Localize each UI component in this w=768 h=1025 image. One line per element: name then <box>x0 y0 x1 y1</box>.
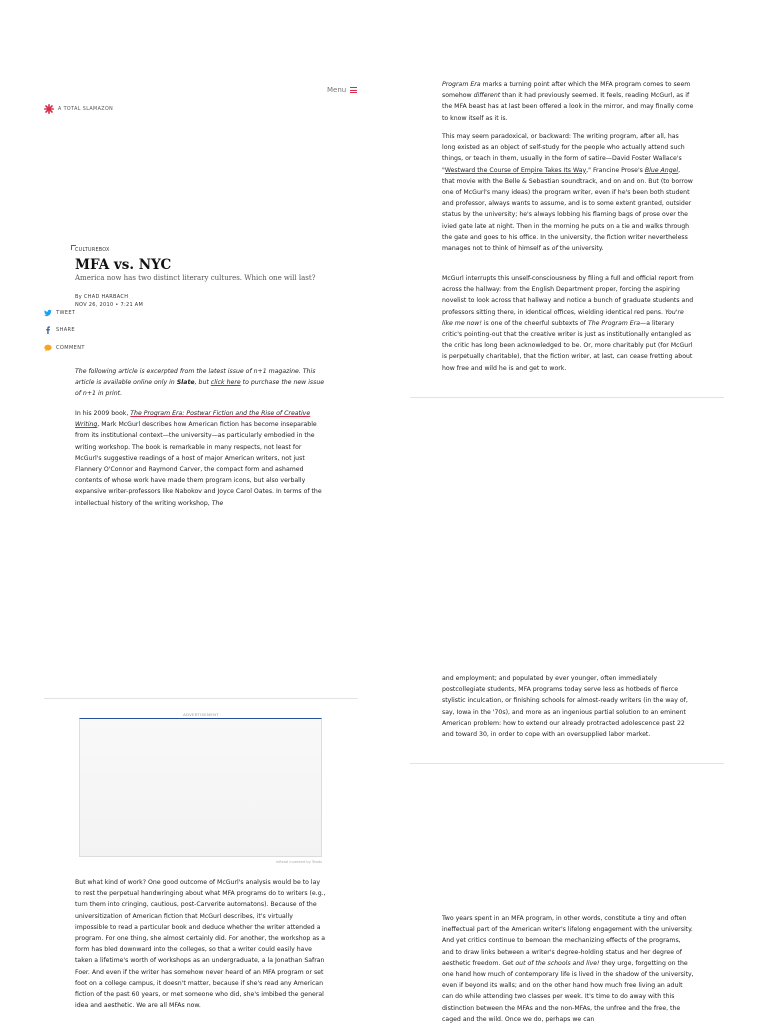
r2-text-4: the university. <box>557 245 604 253</box>
intro-text-2: , but <box>194 379 211 387</box>
intro-text-1: The following article is excerpted from the latest issue of n+1 magazine. This article is available online only in <box>75 368 316 387</box>
article-title: MFA vs. NYC <box>75 257 172 273</box>
right-paragraph-3 <box>442 273 694 374</box>
intro-text-3: to purchase the new issue of n+1 in print. <box>75 379 325 398</box>
twitter-icon <box>44 309 52 317</box>
ad-credit[interactable]: inRead invented by Teads <box>275 860 322 864</box>
blue-angel-link[interactable]: Blue Angel <box>644 166 679 174</box>
divider <box>410 763 724 764</box>
right-paragraph-2 <box>442 131 694 254</box>
paragraph-1 <box>75 408 327 509</box>
r3-em-1: You're like me now! <box>442 308 684 327</box>
publish-date: NOV 26, 2010 • 7:21 AM <box>75 301 144 308</box>
comment-button[interactable] <box>44 344 85 352</box>
r1-text-2: than it had previously seemed. It feels, reading McGurl, as if the MFA beast has at last been offered a look in the mirror, and may finally come to know itself as it is. <box>442 92 694 122</box>
comment-icon <box>44 344 52 352</box>
r1-text-1: marks a turning point after which the MFA program comes to seem somehow <box>442 81 691 100</box>
p1-text-2: , Mark McGurl describes how American fiction has become inseparable from its institutional context—the university—as particularly embodied in the writing workshop. The book is remarkable in many respects, not least for McGurl's suggestive readings of a host of major American writers, not just Flannery O'Connor and Raymond Carver, the compact form and ashamed contents of whose work have made them program icons, but also verbally expansive writer-professors like Nabokov and Joyce Carol Oates. In terms of the intellectual history of the writing workshop, <box>75 421 322 507</box>
r1-em-1: Program Era <box>442 81 481 88</box>
tweet-label: TWEET <box>56 310 76 316</box>
facebook-icon <box>44 326 52 334</box>
byline-prefix: By <box>75 294 84 300</box>
r3-em-2: The Program Era <box>587 319 640 327</box>
brand-logo[interactable] <box>44 104 113 114</box>
slate-text: Slate <box>176 379 195 387</box>
right-paragraph-4: and employment; and populated by ever younger, often immediately postcollegiate students, MFA programs today serve less as hotbeds of fierce stylistic inculcation, or finishing schools for almost-ready writers (in the way of, say, Iowa in the '70s), and more as an ingenious partial solution to an eminent American problem: how to extend our already protracted adolescence past 22 and toward 30, in order to cope with an oversupplied labor market. <box>442 675 688 739</box>
kicker-mark <box>71 245 76 250</box>
menu-label: Menu <box>327 86 347 94</box>
r2-text-3: , that movie with the Belle & Sebastian soundtrack, and on and on. But (to borrow one of McGurl's many ideas) the program writer, even if he's been both student and professor, always wants to assume, and is to some extent granted, outsider status by the university; he's always lobbing his flaming bags of prose over the ivied gate late at night. Then in the morning he puts on a tie and walks through the gate and goes to his office. In the university, the fiction writer nevertheless manages not to think of himself as <box>442 166 693 253</box>
share-label: SHARE <box>56 327 75 333</box>
right-paragraph-5 <box>442 913 694 1025</box>
article-dek: America now has two distinct literary cultures. Which one will last? <box>75 274 316 282</box>
r2-em: of <box>551 245 558 253</box>
right-paragraph-1 <box>442 79 694 124</box>
r3-text-3: —a literary critic's pointing-out that the creative writer is just as institutionally entangled as the critic has long been acknowledged to be. Or, more charitably put (for McGurl is perpetually charitable), that the fiction writer, at last, can cease fretting about how free and wild he is and get to work. <box>442 319 693 372</box>
r2-text-1: This may seem paradoxical, or backward: The writing program, after all, has long existed as an object of self-study for the people who actually attend such things, or teach in them, usually in the form of satire—David Foster Wallace's " <box>442 133 685 174</box>
r3-text-1: McGurl interrupts this unself-consciousness by filing a full and official report from across the hallway: from the English Department proper, forcing the aspiring novelist to look across that hallway and notice a bunch of graduate students and professors sitting there, in identical offices, wielding identical red pens. <box>442 275 694 316</box>
kicker-label: CULTUREBOX <box>75 248 110 253</box>
r3-text-2: is one of the cheerful subtexts of <box>481 319 588 327</box>
divider <box>410 397 724 398</box>
hamburger-icon <box>350 87 357 93</box>
ad-label: ADVERTISEMENT <box>183 712 219 717</box>
p1-text-1: In his 2009 book, <box>75 410 131 417</box>
p1-text-3: The <box>211 499 224 507</box>
purchase-link[interactable]: click here <box>210 379 241 387</box>
facebook-share-button[interactable] <box>44 326 75 334</box>
sparkle-icon <box>44 104 54 114</box>
section-kicker[interactable] <box>75 248 110 253</box>
intro-note <box>75 366 327 400</box>
r1-em-2: different <box>473 92 501 100</box>
r5-em-1: out of the schools and live! <box>515 959 600 967</box>
comment-label: COMMENT <box>56 345 85 351</box>
westward-link[interactable]: Westward the Course of Empire Takes Its Way <box>444 166 587 174</box>
r5-text-1: Two years spent in an MFA program, in other words, constitute a tiny and often ineffectual part of the American writer's lifelong engagement with the university. And yet critics continue to bemoan the mechanizing effects of the programs, and to draw links between a writer's degree-holding status and her degree of aesthetic freedom. Get <box>442 915 693 967</box>
book-link[interactable]: The Program Era: Postwar Fiction and the Rise of Creative Writing <box>75 410 311 429</box>
divider <box>44 698 358 699</box>
paragraph-work: But what kind of work? One good outcome of McGurl's analysis would be to lay to rest the perpetual handwringing about what MFA programs do to writers (e.g., turn them into cringing, cautious, post-Carverite automatons). Because of the universitization of American fiction that McGurl describes, it's virtually impossible to read a particular book and deduce whether the writer attended a program. For one thing, she almost certainly did. For another, the workshop as a form has bled downward into the colleges, so that a writer could easily have taken a lifetime's worth of workshops as an undergraduate, a la Jonathan Safran Foer. And even if the writer has somehow never heard of an MFA program or set foot on a college campus, it doesn't matter, because if she's read any American fiction of the past 60 years, or met someone who did, she's imbibed the general idea and aesthetic. We are all MFAs now. <box>75 879 326 1010</box>
brand-name: A TOTAL SLAMAZON <box>58 106 114 112</box>
tweet-button[interactable] <box>44 309 75 317</box>
author-link[interactable]: CHAD HARBACH <box>83 294 129 300</box>
byline <box>75 294 143 309</box>
r2-text-2: ," Francine Prose's <box>586 166 645 174</box>
ad-slot[interactable] <box>79 718 322 857</box>
menu-button[interactable] <box>327 86 357 94</box>
r5-text-2: they urge, forgetting on the one hand how much of contemporary life is lived in the shadow of the university, even if beyond its walls; and on the other hand how much free living an adult can do while attending two classes per week. It's time to do away with this distinction between the MFAs and the non-MFAs, the unfree and the free, the caged and the wild. Once we do, perhaps we can <box>442 959 694 1023</box>
